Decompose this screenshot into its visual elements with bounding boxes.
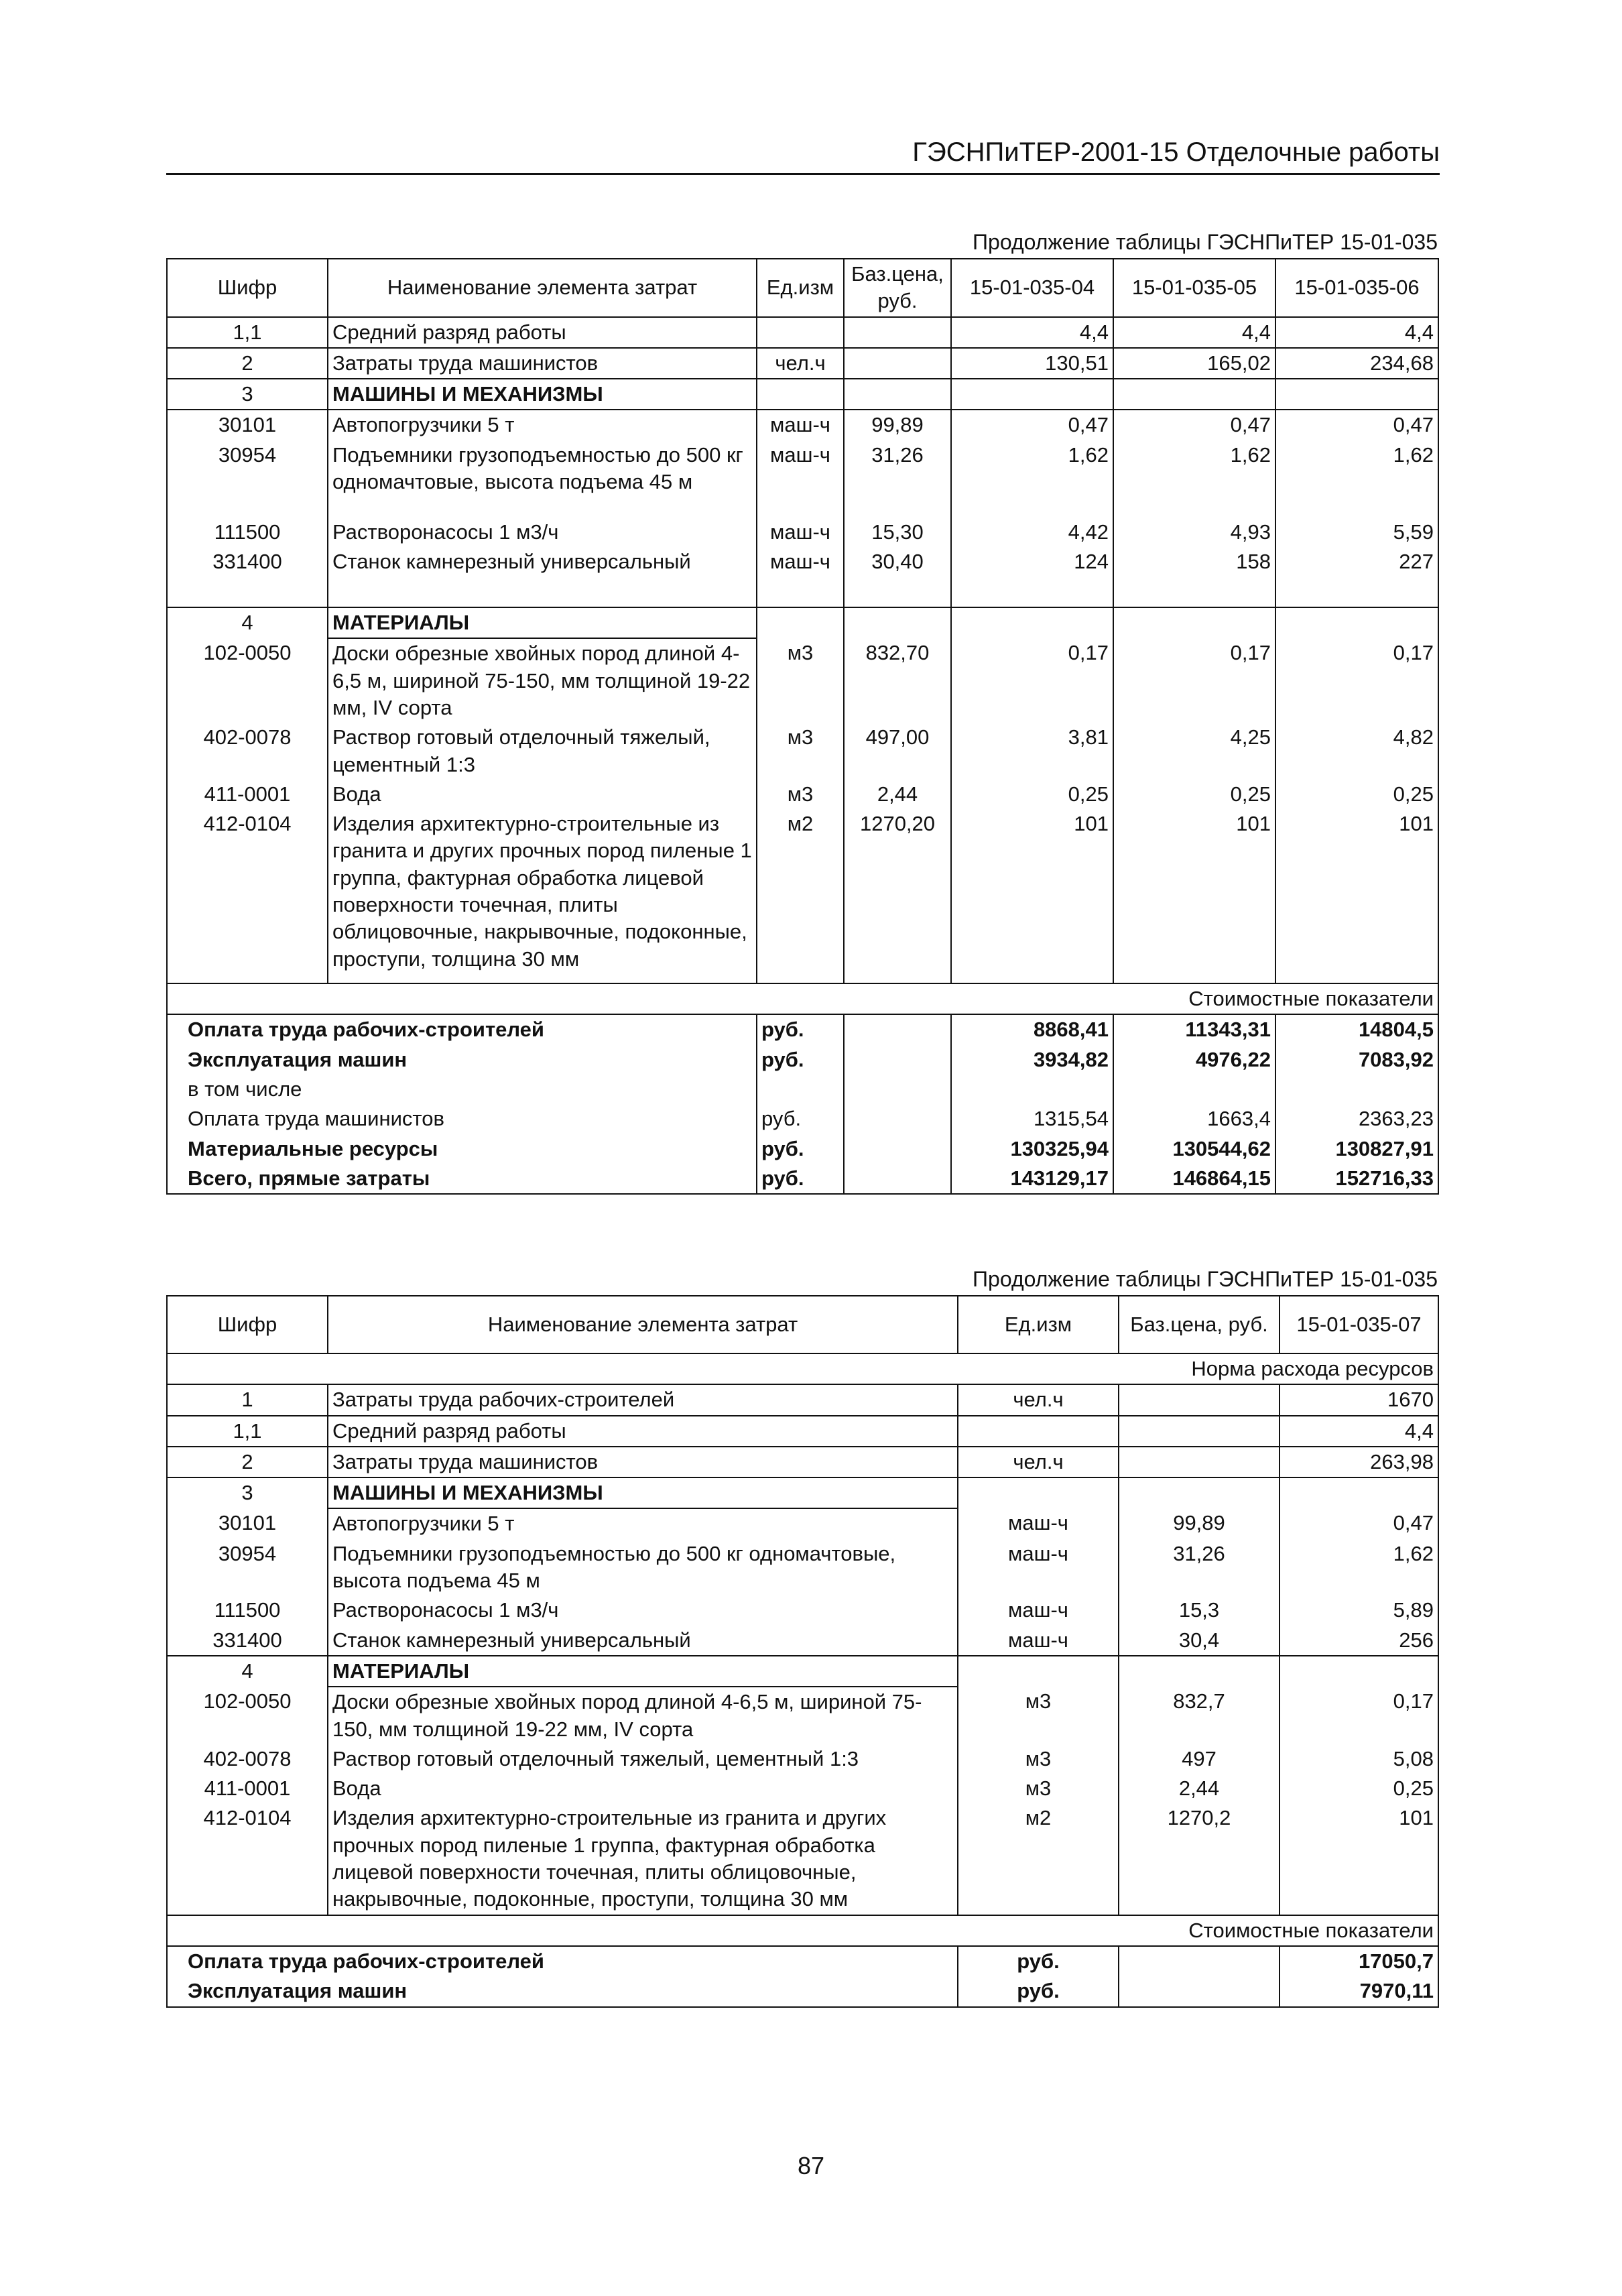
row-value: 130,51	[951, 348, 1113, 379]
section-title: МАТЕРИАЛЫ	[328, 1656, 958, 1687]
table-row	[167, 440, 1438, 518]
row-name: Раствор готовый отделочный тяжелый, цементный 1:3	[328, 723, 757, 780]
row-code: 411-0001	[167, 1774, 328, 1803]
row-code: 402-0078	[167, 1744, 328, 1774]
row-unit: чел.ч	[757, 348, 844, 379]
cost-value: 130325,94	[951, 1134, 1113, 1164]
table-row	[167, 607, 1438, 638]
row-value: 5,08	[1280, 1744, 1438, 1774]
header-name: Наименование элемента затрат	[328, 1296, 958, 1353]
header-col-06: 15-01-035-06	[1275, 259, 1438, 317]
empty-cell	[844, 1075, 951, 1104]
table-row	[167, 1508, 1438, 1538]
row-price: 497,00	[844, 723, 951, 780]
table-row	[167, 1774, 1438, 1803]
row-value: 4,4	[1275, 317, 1438, 348]
table-row	[167, 1744, 1438, 1774]
empty-cell	[844, 1134, 951, 1164]
header-price: Баз.цена, руб.	[1119, 1296, 1280, 1353]
cost-value: 146864,15	[1113, 1164, 1275, 1194]
row-code: 331400	[167, 1626, 328, 1656]
row-value: 4,93	[1113, 518, 1275, 547]
cost-unit: руб.	[757, 1134, 844, 1164]
row-price: 31,26	[1119, 1539, 1280, 1596]
row-value: 4,4	[1280, 1416, 1438, 1447]
table-row	[167, 547, 1438, 607]
row-value: 0,17	[1280, 1687, 1438, 1744]
row-code: 2	[167, 1447, 328, 1477]
cost-name: Всего, прямые затраты	[167, 1164, 757, 1194]
row-value: 5,89	[1280, 1595, 1438, 1625]
row-price: 15,30	[844, 518, 951, 547]
header-unit: Ед.изм	[958, 1296, 1119, 1353]
row-code: 30101	[167, 1508, 328, 1538]
table2-header-row	[167, 1296, 1438, 1353]
row-code: 30954	[167, 440, 328, 518]
row-value: 158	[1113, 547, 1275, 607]
row-value: 1670	[1280, 1384, 1438, 1415]
row-value: 101	[951, 809, 1113, 983]
row-code: 411-0001	[167, 780, 328, 809]
row-code: 4	[167, 1656, 328, 1687]
row-value: 4,82	[1275, 723, 1438, 780]
row-name: Изделия архитектурно-строительные из гранита и других прочных пород пиленые 1 группа, фактурная обработка лицевой поверхности точечная, плиты облицовочные, накрывочные, подоконные, проступи, толщина 30 мм	[328, 1803, 958, 1915]
row-name: Автопогрузчики 5 т	[328, 410, 757, 440]
cost-value: 130827,91	[1275, 1134, 1438, 1164]
row-code: 111500	[167, 1595, 328, 1625]
row-name: Изделия архитектурно-строительные из гранита и других прочных пород пиленые 1 группа, фактурная обработка лицевой поверхности точечная, плиты облицовочные, накрывочные, подоконные, проступи, толщина 30 мм	[328, 809, 757, 983]
empty-cell	[844, 1164, 951, 1194]
row-value: 0,47	[1275, 410, 1438, 440]
row-code: 412-0104	[167, 809, 328, 983]
cost-name: в том числе	[167, 1075, 757, 1104]
cost-unit: руб.	[958, 1946, 1119, 1976]
table-row	[167, 780, 1438, 809]
row-code: 30101	[167, 410, 328, 440]
row-code: 1,1	[167, 317, 328, 348]
row-value: 4,42	[951, 518, 1113, 547]
row-value: 5,59	[1275, 518, 1438, 547]
row-name: Доски обрезные хвойных пород длиной 4-6,5 м, шириной 75-150, мм толщиной 19-22 мм, IV сорта	[328, 1687, 958, 1744]
table-row	[167, 1803, 1438, 1915]
cost-value: 11343,31	[1113, 1014, 1275, 1044]
row-code: 1,1	[167, 1416, 328, 1447]
cost-name: Эксплуатация машин	[167, 1976, 958, 2006]
header-code: Шифр	[167, 1296, 328, 1353]
table2	[166, 1295, 1439, 2008]
section-title: МАТЕРИАЛЫ	[328, 607, 757, 638]
row-name: Подъемники грузоподъемностью до 500 кг одномачтовые, высота подъема 45 м	[328, 1539, 958, 1596]
row-code: 102-0050	[167, 638, 328, 723]
cost-value: 14804,5	[1275, 1014, 1438, 1044]
row-value: 0,47	[1280, 1508, 1438, 1538]
row-price: 31,26	[844, 440, 951, 518]
section-title: МАШИНЫ И МЕХАНИЗМЫ	[328, 379, 757, 410]
table1-header-row	[167, 259, 1438, 317]
row-price: 1270,20	[844, 809, 951, 983]
row-name: Станок камнерезный универсальный	[328, 1626, 958, 1656]
row-unit: м3	[958, 1744, 1119, 1774]
row-name: Автопогрузчики 5 т	[328, 1508, 958, 1538]
table-row	[167, 1384, 1438, 1415]
row-value: 256	[1280, 1626, 1438, 1656]
cost-row	[167, 1014, 1438, 1044]
table-row	[167, 809, 1438, 983]
page-header: ГЭСНПиТЕР-2001-15 Отделочные работы	[166, 137, 1440, 175]
row-value: 263,98	[1280, 1447, 1438, 1477]
cost-value: 1663,4	[1113, 1104, 1275, 1134]
row-value: 0,17	[1275, 638, 1438, 723]
row-unit: маш-ч	[958, 1626, 1119, 1656]
row-price	[1119, 1447, 1280, 1477]
empty-cell	[1119, 1946, 1280, 1976]
cost-row	[167, 1946, 1438, 1976]
table-row	[167, 1447, 1438, 1477]
row-value: 1,62	[1275, 440, 1438, 518]
cost-name: Оплата труда машинистов	[167, 1104, 757, 1134]
row-price	[1119, 1477, 1280, 1508]
row-price	[844, 317, 951, 348]
row-unit: маш-ч	[958, 1539, 1119, 1596]
header-col-07: 15-01-035-07	[1280, 1296, 1438, 1353]
row-name: Растворонасосы 1 м3/ч	[328, 1595, 958, 1625]
row-value: 0,25	[951, 780, 1113, 809]
header-col-05: 15-01-035-05	[1113, 259, 1275, 317]
row-value	[1280, 1656, 1438, 1687]
row-value: 101	[1113, 809, 1275, 983]
header-name: Наименование элемента затрат	[328, 259, 757, 317]
cost-name: Оплата труда рабочих-строителей	[167, 1946, 958, 1976]
row-name: Растворонасосы 1 м3/ч	[328, 518, 757, 547]
row-value: 0,17	[951, 638, 1113, 723]
row-price	[844, 607, 951, 638]
row-unit	[958, 1656, 1119, 1687]
row-unit: м3	[958, 1687, 1119, 1744]
row-name: Доски обрезные хвойных пород длиной 4-6,5 м, шириной 75-150, мм толщиной 19-22 мм, IV сорта	[328, 638, 757, 723]
row-value: 227	[1275, 547, 1438, 607]
row-unit: м2	[757, 809, 844, 983]
cost-unit: руб.	[958, 1976, 1119, 2006]
row-name: Затраты труда машинистов	[328, 348, 757, 379]
row-value: 101	[1280, 1803, 1438, 1915]
row-unit	[757, 379, 844, 410]
cost-row	[167, 1075, 1438, 1104]
row-code: 412-0104	[167, 1803, 328, 1915]
table-row	[167, 1687, 1438, 1744]
row-name: Вода	[328, 780, 757, 809]
row-price	[1119, 1656, 1280, 1687]
row-price: 15,3	[1119, 1595, 1280, 1625]
row-name: Средний разряд работы	[328, 317, 757, 348]
row-unit: чел.ч	[958, 1384, 1119, 1415]
row-value: 1,62	[1280, 1539, 1438, 1596]
cost-value	[1113, 1075, 1275, 1104]
row-unit: м3	[757, 638, 844, 723]
cost-row	[167, 1104, 1438, 1134]
cost-value: 17050,7	[1280, 1946, 1438, 1976]
row-value: 0,25	[1280, 1774, 1438, 1803]
row-value: 0,25	[1113, 780, 1275, 809]
header-price: Баз.цена, руб.	[844, 259, 951, 317]
row-value	[951, 379, 1113, 410]
row-code: 111500	[167, 518, 328, 547]
row-code: 3	[167, 1477, 328, 1508]
table-row	[167, 379, 1438, 410]
row-unit	[757, 607, 844, 638]
table-row	[167, 723, 1438, 780]
cost-value: 7970,11	[1280, 1976, 1438, 2006]
header-code: Шифр	[167, 259, 328, 317]
row-price: 832,70	[844, 638, 951, 723]
row-value: 234,68	[1275, 348, 1438, 379]
row-price	[1119, 1416, 1280, 1447]
row-name: Средний разряд работы	[328, 1416, 958, 1447]
table-row	[167, 1656, 1438, 1687]
row-code: 102-0050	[167, 1687, 328, 1744]
row-price: 99,89	[844, 410, 951, 440]
cost-label-row	[167, 1915, 1438, 1946]
row-unit	[757, 317, 844, 348]
row-code: 2	[167, 348, 328, 379]
row-code: 331400	[167, 547, 328, 607]
cost-row	[167, 1134, 1438, 1164]
row-price	[844, 348, 951, 379]
row-unit: м3	[757, 780, 844, 809]
row-value	[951, 607, 1113, 638]
norm-label-row	[167, 1353, 1438, 1384]
cost-value: 3934,82	[951, 1045, 1113, 1075]
row-price	[1119, 1384, 1280, 1415]
row-price: 30,4	[1119, 1626, 1280, 1656]
row-value: 165,02	[1113, 348, 1275, 379]
cost-value	[951, 1075, 1113, 1104]
row-price: 832,7	[1119, 1687, 1280, 1744]
table-row	[167, 518, 1438, 547]
cost-label-row	[167, 983, 1438, 1014]
row-unit: м3	[958, 1774, 1119, 1803]
row-value: 4,4	[951, 317, 1113, 348]
row-code: 30954	[167, 1539, 328, 1596]
row-price: 497	[1119, 1744, 1280, 1774]
cost-value: 152716,33	[1275, 1164, 1438, 1194]
row-value	[1275, 379, 1438, 410]
page-number: 87	[797, 2152, 825, 2179]
row-unit: маш-ч	[958, 1508, 1119, 1538]
cost-label: Стоимостные показатели	[167, 1915, 1438, 1946]
row-name: Станок камнерезный универсальный	[328, 547, 757, 607]
table-row	[167, 1595, 1438, 1625]
table-row	[167, 348, 1438, 379]
row-name: Вода	[328, 1774, 958, 1803]
cost-name: Оплата труда рабочих-строителей	[167, 1014, 757, 1044]
row-value: 3,81	[951, 723, 1113, 780]
table-row	[167, 1626, 1438, 1656]
row-value	[1275, 607, 1438, 638]
cost-row	[167, 1164, 1438, 1194]
table1-caption: Продолжение таблицы ГЭСНПиТЕР 15-01-035	[973, 230, 1438, 254]
row-price: 99,89	[1119, 1508, 1280, 1538]
row-value	[1113, 607, 1275, 638]
table-row	[167, 1539, 1438, 1596]
row-value: 0,47	[951, 410, 1113, 440]
row-unit: м3	[757, 723, 844, 780]
row-value: 4,25	[1113, 723, 1275, 780]
row-unit: маш-ч	[757, 440, 844, 518]
table-row	[167, 410, 1438, 440]
row-code: 4	[167, 607, 328, 638]
row-unit: маш-ч	[958, 1595, 1119, 1625]
row-value	[1280, 1477, 1438, 1508]
row-unit: чел.ч	[958, 1447, 1119, 1477]
row-price: 2,44	[1119, 1774, 1280, 1803]
table-row	[167, 317, 1438, 348]
cost-unit: руб.	[757, 1014, 844, 1044]
row-price: 30,40	[844, 547, 951, 607]
row-unit	[958, 1416, 1119, 1447]
row-unit	[958, 1477, 1119, 1508]
row-unit: маш-ч	[757, 410, 844, 440]
row-value: 1,62	[1113, 440, 1275, 518]
cost-value: 143129,17	[951, 1164, 1113, 1194]
row-value: 1,62	[951, 440, 1113, 518]
row-value	[1113, 379, 1275, 410]
row-value: 4,4	[1113, 317, 1275, 348]
row-code: 1	[167, 1384, 328, 1415]
row-price: 1270,2	[1119, 1803, 1280, 1915]
cost-value: 130544,62	[1113, 1134, 1275, 1164]
row-name: Затраты труда рабочих-строителей	[328, 1384, 958, 1415]
table-row	[167, 1416, 1438, 1447]
table-row	[167, 1477, 1438, 1508]
row-price: 2,44	[844, 780, 951, 809]
row-value: 0,25	[1275, 780, 1438, 809]
row-name: Раствор готовый отделочный тяжелый, цементный 1:3	[328, 1744, 958, 1774]
cost-value: 7083,92	[1275, 1045, 1438, 1075]
row-code: 3	[167, 379, 328, 410]
norm-label: Норма расхода ресурсов	[167, 1353, 1438, 1384]
cost-value: 4976,22	[1113, 1045, 1275, 1075]
table-row	[167, 638, 1438, 723]
row-price	[844, 379, 951, 410]
row-value: 0,47	[1113, 410, 1275, 440]
cost-value	[1275, 1075, 1438, 1104]
cost-unit: руб.	[757, 1104, 844, 1134]
empty-cell	[844, 1014, 951, 1044]
cost-unit	[757, 1075, 844, 1104]
cost-unit: руб.	[757, 1164, 844, 1194]
cost-value: 2363,23	[1275, 1104, 1438, 1134]
section-title: МАШИНЫ И МЕХАНИЗМЫ	[328, 1477, 958, 1508]
row-unit: маш-ч	[757, 547, 844, 607]
cost-name: Эксплуатация машин	[167, 1045, 757, 1075]
cost-value: 8868,41	[951, 1014, 1113, 1044]
header-col-04: 15-01-035-04	[951, 259, 1113, 317]
row-code: 402-0078	[167, 723, 328, 780]
row-value: 0,17	[1113, 638, 1275, 723]
row-value: 101	[1275, 809, 1438, 983]
empty-cell	[844, 1045, 951, 1075]
cost-row	[167, 1976, 1438, 2006]
table1	[166, 258, 1439, 1195]
row-unit: маш-ч	[757, 518, 844, 547]
row-name: Подъемники грузоподъемностью до 500 кг одномачтовые, высота подъема 45 м	[328, 440, 757, 518]
row-value: 124	[951, 547, 1113, 607]
empty-cell	[1119, 1976, 1280, 2006]
cost-unit: руб.	[757, 1045, 844, 1075]
cost-label: Стоимостные показатели	[167, 983, 1438, 1014]
empty-cell	[844, 1104, 951, 1134]
cost-name: Материальные ресурсы	[167, 1134, 757, 1164]
cost-row	[167, 1045, 1438, 1075]
row-name: Затраты труда машинистов	[328, 1447, 958, 1477]
header-unit: Ед.изм	[757, 259, 844, 317]
table2-caption: Продолжение таблицы ГЭСНПиТЕР 15-01-035	[973, 1267, 1438, 1291]
row-unit: м2	[958, 1803, 1119, 1915]
cost-value: 1315,54	[951, 1104, 1113, 1134]
